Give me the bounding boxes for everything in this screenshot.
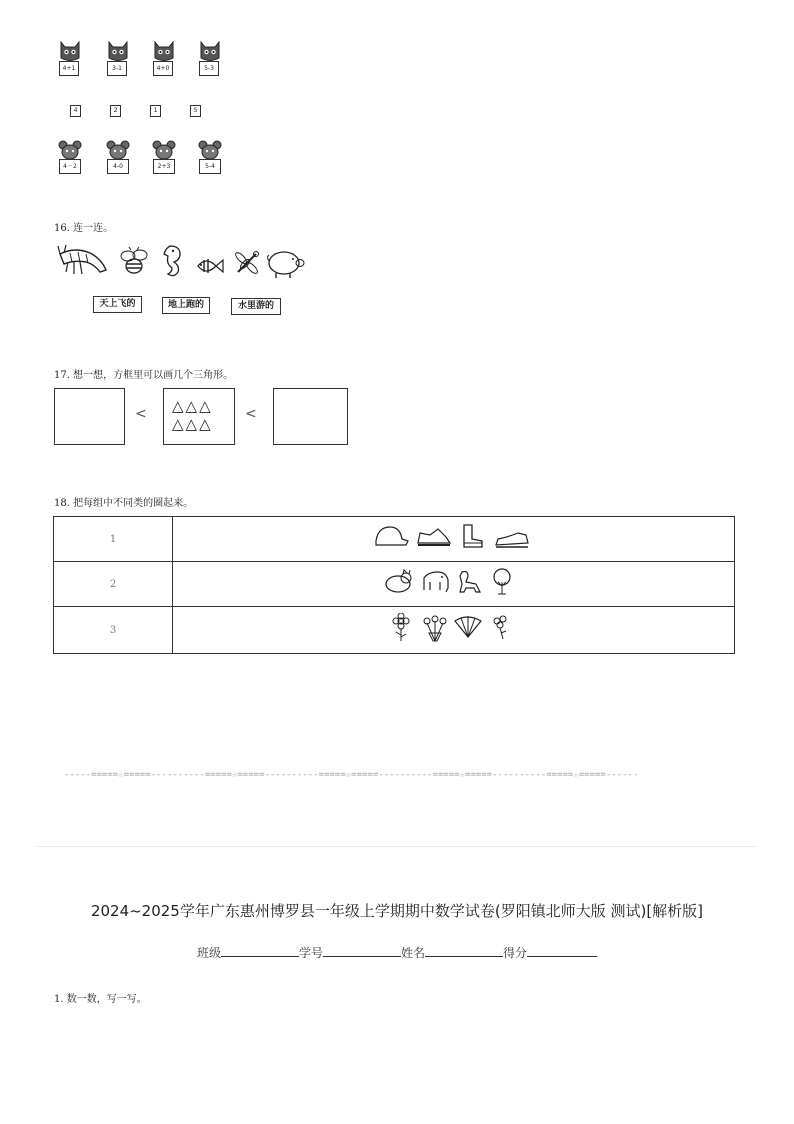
less-than-sign: < [245, 406, 257, 422]
flower-icon[interactable] [393, 613, 409, 641]
shrimp-icon [56, 244, 110, 278]
row-items [173, 517, 735, 562]
id-field[interactable] [323, 944, 401, 957]
label-ground: 地上跑的 [162, 297, 210, 314]
answer-box-left[interactable] [54, 388, 125, 445]
triangle-icon: △ [172, 415, 186, 433]
tree-icon[interactable] [494, 569, 510, 594]
cat-icon [106, 40, 130, 62]
name-field[interactable] [425, 944, 503, 957]
score-field[interactable] [527, 944, 597, 957]
row-3-items [389, 613, 519, 643]
question-16-title: 16. 连一连。 [54, 223, 114, 234]
mouse-card-1: 4－2 [59, 159, 81, 174]
id-label: 学号 [298, 946, 323, 960]
row-2-items [384, 568, 524, 596]
table-row [54, 517, 735, 562]
question-1-title: 1. 数一数，写一写。 [54, 994, 147, 1005]
row-items [173, 562, 735, 607]
mouse-icon [106, 140, 130, 160]
fish-icon [196, 256, 224, 276]
pig-icon [266, 249, 306, 279]
boot-icon[interactable] [464, 525, 482, 547]
number-box: 4 [70, 105, 81, 117]
cat-card-4: 5-3 [199, 61, 219, 76]
cat-icon [152, 40, 176, 62]
mouse-icon [152, 140, 176, 160]
table-row [54, 562, 735, 607]
number-box: 5 [190, 105, 201, 117]
student-info [0, 944, 794, 961]
classification-table [53, 516, 735, 654]
cap-icon[interactable] [376, 527, 408, 545]
page-divider: -----=====☆=====----------=====☆=====----------=====☆=====----------=====☆=====----------=====☆=====------ [64, 770, 639, 780]
class-field[interactable] [221, 944, 299, 957]
seahorse-icon [160, 244, 188, 278]
bee-icon [118, 246, 150, 278]
number-box: 1 [150, 105, 161, 117]
triangle-icon: △ [185, 397, 200, 415]
mouse-card-4: 5-4 [199, 159, 221, 174]
row-items [173, 607, 735, 654]
mouse-card-3: 2+3 [153, 159, 175, 174]
triangle-box [163, 388, 235, 445]
cat-card-2: 3-1 [107, 61, 127, 76]
name-label: 姓名 [401, 946, 426, 960]
row-number: 2 [54, 562, 173, 607]
elephant-icon[interactable] [424, 572, 448, 592]
cat-icon [58, 40, 82, 62]
mouse-icon [58, 140, 82, 160]
triangle-icon: △ [185, 415, 200, 433]
question-18-title: 18. 把每组中不同类的圈起来。 [54, 498, 194, 509]
cat-card-3: 4+0 [153, 61, 173, 76]
row-1-items [374, 523, 534, 551]
score-label: 得分 [503, 946, 528, 960]
loafer-icon[interactable] [496, 533, 528, 547]
answer-box-right[interactable] [273, 388, 348, 445]
number-box: 2 [110, 105, 121, 117]
page-break-line [36, 846, 758, 847]
triangle-icon: △ [199, 415, 213, 433]
sneaker-icon[interactable] [418, 529, 450, 545]
mouse-icon [198, 140, 222, 160]
less-than-sign: < [135, 406, 147, 422]
row-number: 1 [54, 517, 173, 562]
row-number: 3 [54, 607, 173, 654]
class-label: 班级 [196, 946, 221, 960]
question-17-title: 17. 想一想，方框里可以画几个三角形。 [54, 370, 234, 381]
cat-card-1: 4+1 [59, 61, 79, 76]
cat-icon [198, 40, 222, 62]
mouse-card-2: 4-0 [107, 159, 129, 174]
dragonfly-icon [232, 248, 262, 278]
label-sky: 天上飞的 [93, 296, 142, 313]
cat-icon[interactable] [386, 570, 411, 592]
table-row [54, 607, 735, 654]
blossom-icon[interactable] [494, 616, 506, 639]
dog-icon[interactable] [460, 572, 480, 593]
bouquet-icon[interactable] [424, 616, 446, 641]
exam-title: 2024~2025学年广东惠州博罗县一年级上学期期中数学试卷(罗阳镇北师大版 测试)[解析版] [90, 902, 704, 920]
label-water: 水里游的 [231, 298, 281, 315]
triangle-group [172, 397, 213, 433]
triangle-icon: △ [199, 397, 213, 415]
fan-icon[interactable] [455, 616, 481, 637]
triangle-icon: △ [172, 397, 186, 415]
